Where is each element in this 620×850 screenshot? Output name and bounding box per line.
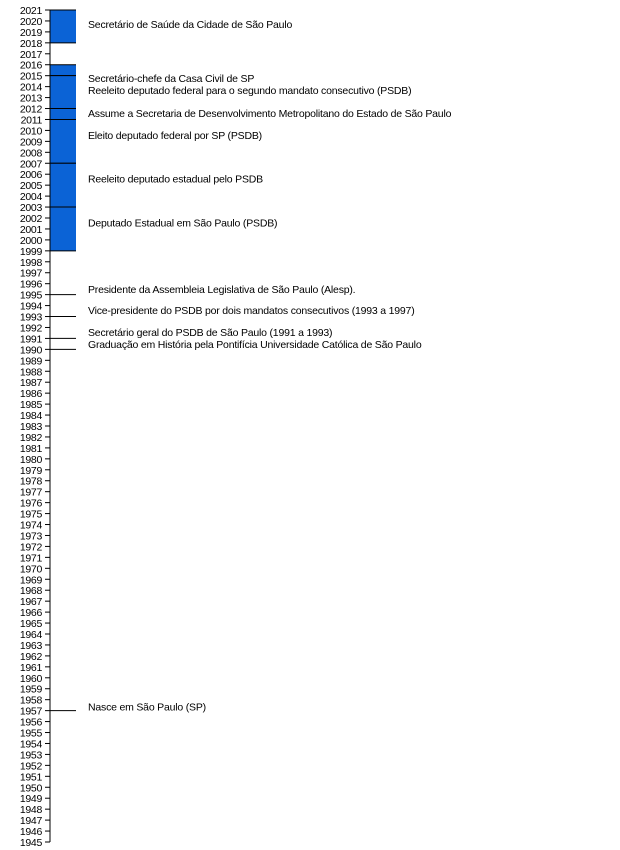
year-label: 2005 <box>19 180 42 193</box>
year-label: 1999 <box>19 245 42 258</box>
year-label: 1993 <box>19 311 42 324</box>
year-label: 1958 <box>19 694 42 707</box>
year-label: 2002 <box>19 213 42 225</box>
year-label: 2010 <box>19 125 42 138</box>
year-label: 1969 <box>19 574 42 587</box>
event-label: Secretário-chefe da Casa Civil de SP <box>88 72 255 85</box>
year-label: 1986 <box>19 388 42 401</box>
period-bar <box>50 163 76 207</box>
year-label: 2009 <box>19 136 42 149</box>
year-label: 1963 <box>19 639 42 652</box>
year-label: 1996 <box>19 278 42 291</box>
period-bar <box>50 10 76 43</box>
year-label: 1978 <box>19 475 42 488</box>
year-label: 2018 <box>19 37 42 50</box>
year-label: 1953 <box>19 749 42 762</box>
year-label: 2021 <box>19 5 42 17</box>
period-bars <box>50 10 76 251</box>
event-label: Reeleito deputado federal para o segundo mandato consecutivo (PSDB) <box>88 84 412 97</box>
year-label: 1945 <box>19 837 42 849</box>
year-label: 2012 <box>19 103 42 116</box>
year-label: 2003 <box>19 202 42 215</box>
year-label: 1947 <box>19 815 42 828</box>
year-label: 2014 <box>19 81 42 94</box>
event-label: Secretário de Saúde da Cidade de São Paulo <box>88 19 293 32</box>
year-label: 1966 <box>19 607 42 620</box>
year-label: 1959 <box>19 683 42 696</box>
event-label: Nasce em São Paulo (SP) <box>88 701 206 714</box>
year-label: 2007 <box>19 158 42 171</box>
year-label: 2011 <box>20 114 42 127</box>
year-label: 1991 <box>19 333 42 346</box>
year-label: 1976 <box>19 497 42 510</box>
event-label: Assume a Secretaria de Desenvolvimento Metropolitano do Estado de São Paulo <box>88 107 452 120</box>
year-label: 1981 <box>19 442 42 455</box>
year-label: 1965 <box>19 618 42 631</box>
year-label: 1997 <box>19 267 42 280</box>
year-label: 1980 <box>19 453 42 466</box>
year-label: 1995 <box>19 289 42 302</box>
year-label: 1948 <box>19 804 42 817</box>
year-label: 2015 <box>19 70 42 83</box>
event-label: Reeleito deputado estadual pelo PSDB <box>88 173 263 186</box>
event-label: Graduação em História pela Pontifícia Universidade Católica de São Paulo <box>88 338 422 351</box>
year-label: 2013 <box>19 92 42 105</box>
period-bar <box>50 119 76 163</box>
period-bar <box>50 76 76 109</box>
year-label: 1988 <box>19 366 42 379</box>
year-label: 1968 <box>19 585 42 598</box>
year-label: 2019 <box>19 26 42 39</box>
year-label: 2001 <box>19 223 42 236</box>
year-label: 1952 <box>19 760 42 773</box>
year-label: 1989 <box>19 355 42 368</box>
year-label: 1949 <box>19 793 42 806</box>
year-label: 1961 <box>19 661 42 674</box>
year-label: 2008 <box>19 147 42 160</box>
period-bar <box>50 65 76 76</box>
event-label: Eleito deputado federal por SP (PSDB) <box>88 129 262 142</box>
year-label: 1946 <box>19 826 42 839</box>
event-label: Deputado Estadual em São Paulo (PSDB) <box>88 217 278 230</box>
year-label: 1979 <box>19 464 42 477</box>
year-label: 1971 <box>19 552 42 565</box>
year-label: 1967 <box>19 596 42 609</box>
event-labels <box>88 19 452 713</box>
year-label: 1974 <box>19 519 42 532</box>
year-axis <box>20 5 50 849</box>
year-label: 1972 <box>19 541 42 554</box>
event-label: Vice-presidente do PSDB por dois mandatos consecutivos (1993 a 1997) <box>88 304 415 317</box>
year-label: 1960 <box>19 672 42 685</box>
year-label: 2017 <box>19 48 42 61</box>
year-label: 1985 <box>19 399 42 412</box>
event-label: Presidente da Assembleia Legislativa de São Paulo (Alesp). <box>88 284 356 297</box>
year-label: 1957 <box>19 705 42 718</box>
year-label: 1964 <box>19 629 42 641</box>
year-label: 1970 <box>19 563 42 576</box>
year-label: 2006 <box>19 169 42 182</box>
year-label: 2004 <box>19 191 42 204</box>
year-label: 2016 <box>19 59 42 72</box>
event-label: Secretário geral do PSDB de São Paulo (1991 a 1993) <box>88 326 333 339</box>
year-label: 1984 <box>19 410 42 423</box>
event-markers <box>50 295 76 711</box>
year-label: 1975 <box>19 508 42 521</box>
year-label: 2000 <box>19 234 42 247</box>
year-label: 1983 <box>19 421 42 433</box>
year-label: 1987 <box>19 377 42 390</box>
year-label: 1994 <box>19 300 42 313</box>
year-label: 1950 <box>19 782 42 795</box>
year-label: 1982 <box>19 431 42 444</box>
year-label: 1962 <box>19 650 42 663</box>
year-label: 2020 <box>19 15 42 28</box>
year-label: 1973 <box>19 530 42 543</box>
year-label: 1992 <box>19 322 42 335</box>
year-label: 1977 <box>19 486 42 499</box>
year-label: 1955 <box>19 727 42 740</box>
year-label: 1956 <box>19 716 42 729</box>
period-bar <box>50 207 76 251</box>
period-bar <box>50 109 76 120</box>
year-label: 1990 <box>19 344 42 357</box>
year-label: 1951 <box>19 771 42 784</box>
year-label: 1954 <box>19 738 42 751</box>
year-label: 1998 <box>19 256 42 269</box>
